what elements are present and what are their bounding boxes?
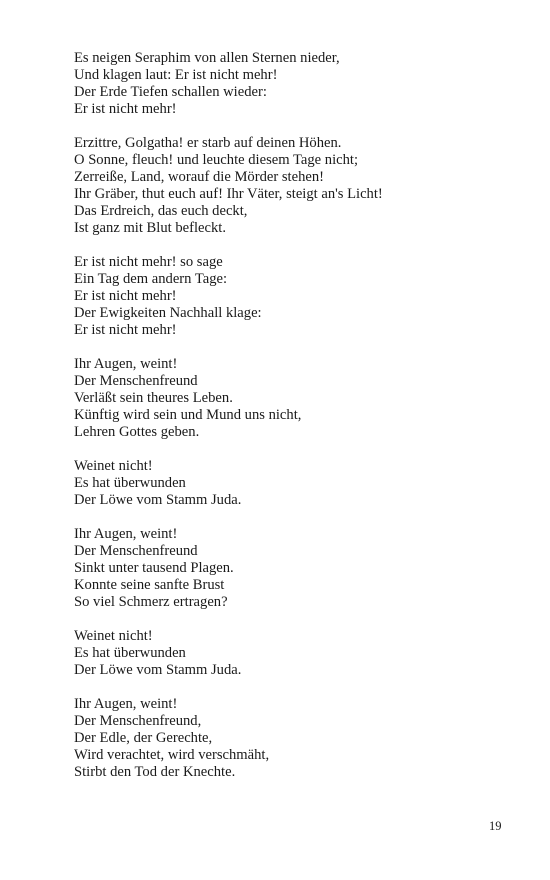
poem-line: Ein Tag dem andern Tage: bbox=[74, 271, 228, 287]
poem-line: So viel Schmerz ertragen? bbox=[74, 594, 228, 610]
poem-line: Weinet nicht! bbox=[74, 628, 153, 644]
page-number: 19 bbox=[489, 819, 502, 833]
poem-line: Der Erde Tiefen schallen wieder: bbox=[74, 84, 267, 100]
poem-line: Er ist nicht mehr! bbox=[74, 288, 177, 304]
poem-line: Es hat überwunden bbox=[74, 645, 186, 661]
stanza bbox=[74, 254, 514, 339]
poem-text bbox=[74, 50, 514, 798]
poem-line: Er ist nicht mehr! bbox=[74, 322, 177, 338]
poem-line: Der Ewigkeiten Nachhall klage: bbox=[74, 305, 262, 321]
poem-line: Sinkt unter tausend Plagen. bbox=[74, 560, 234, 576]
stanza bbox=[74, 50, 514, 118]
poem-line: Ihr Augen, weint! bbox=[74, 696, 178, 712]
poem-line: O Sonne, fleuch! und leuchte diesem Tage nicht; bbox=[74, 152, 359, 168]
poem-line: Künftig wird sein und Mund uns nicht, bbox=[74, 407, 302, 423]
poem-line: Stirbt den Tod der Knechte. bbox=[74, 764, 236, 780]
poem-line: Der Menschenfreund bbox=[74, 543, 198, 559]
poem-line: Zerreiße, Land, worauf die Mörder stehen! bbox=[74, 169, 325, 185]
poem-line: Der Edle, der Gerechte, bbox=[74, 730, 213, 746]
poem-line: Das Erdreich, das euch deckt, bbox=[74, 203, 248, 219]
poem-line: Es neigen Seraphim von allen Sternen nieder, bbox=[74, 50, 340, 66]
poem-line: Ihr Augen, weint! bbox=[74, 356, 178, 372]
stanza bbox=[74, 628, 514, 679]
poem-line: Der Löwe vom Stamm Juda. bbox=[74, 662, 242, 678]
poem-line: Wird verachtet, wird verschmäht, bbox=[74, 747, 270, 763]
poem-line: Er ist nicht mehr! so sage bbox=[74, 254, 223, 270]
poem-line: Ihr Gräber, thut euch auf! Ihr Väter, steigt an's Licht! bbox=[74, 186, 383, 202]
poem-line: Der Menschenfreund bbox=[74, 373, 198, 389]
poem-line: Und klagen laut: Er ist nicht mehr! bbox=[74, 67, 278, 83]
poem-line: Der Menschenfreund, bbox=[74, 713, 202, 729]
poem-line: Ist ganz mit Blut befleckt. bbox=[74, 220, 226, 236]
stanza bbox=[74, 356, 514, 441]
poem-line: Der Löwe vom Stamm Juda. bbox=[74, 492, 242, 508]
stanza bbox=[74, 135, 514, 237]
poem-line: Lehren Gottes geben. bbox=[74, 424, 200, 440]
stanza bbox=[74, 696, 514, 781]
poem-line: Er ist nicht mehr! bbox=[74, 101, 177, 117]
poem-line: Konnte seine sanfte Brust bbox=[74, 577, 225, 593]
poem-line: Verläßt sein theures Leben. bbox=[74, 390, 233, 406]
poem-line: Weinet nicht! bbox=[74, 458, 153, 474]
stanza bbox=[74, 526, 514, 611]
poem-line: Erzittre, Golgatha! er starb auf deinen Höhen. bbox=[74, 135, 342, 151]
stanza bbox=[74, 458, 514, 509]
poem-line: Ihr Augen, weint! bbox=[74, 526, 178, 542]
poem-line: Es hat überwunden bbox=[74, 475, 186, 491]
